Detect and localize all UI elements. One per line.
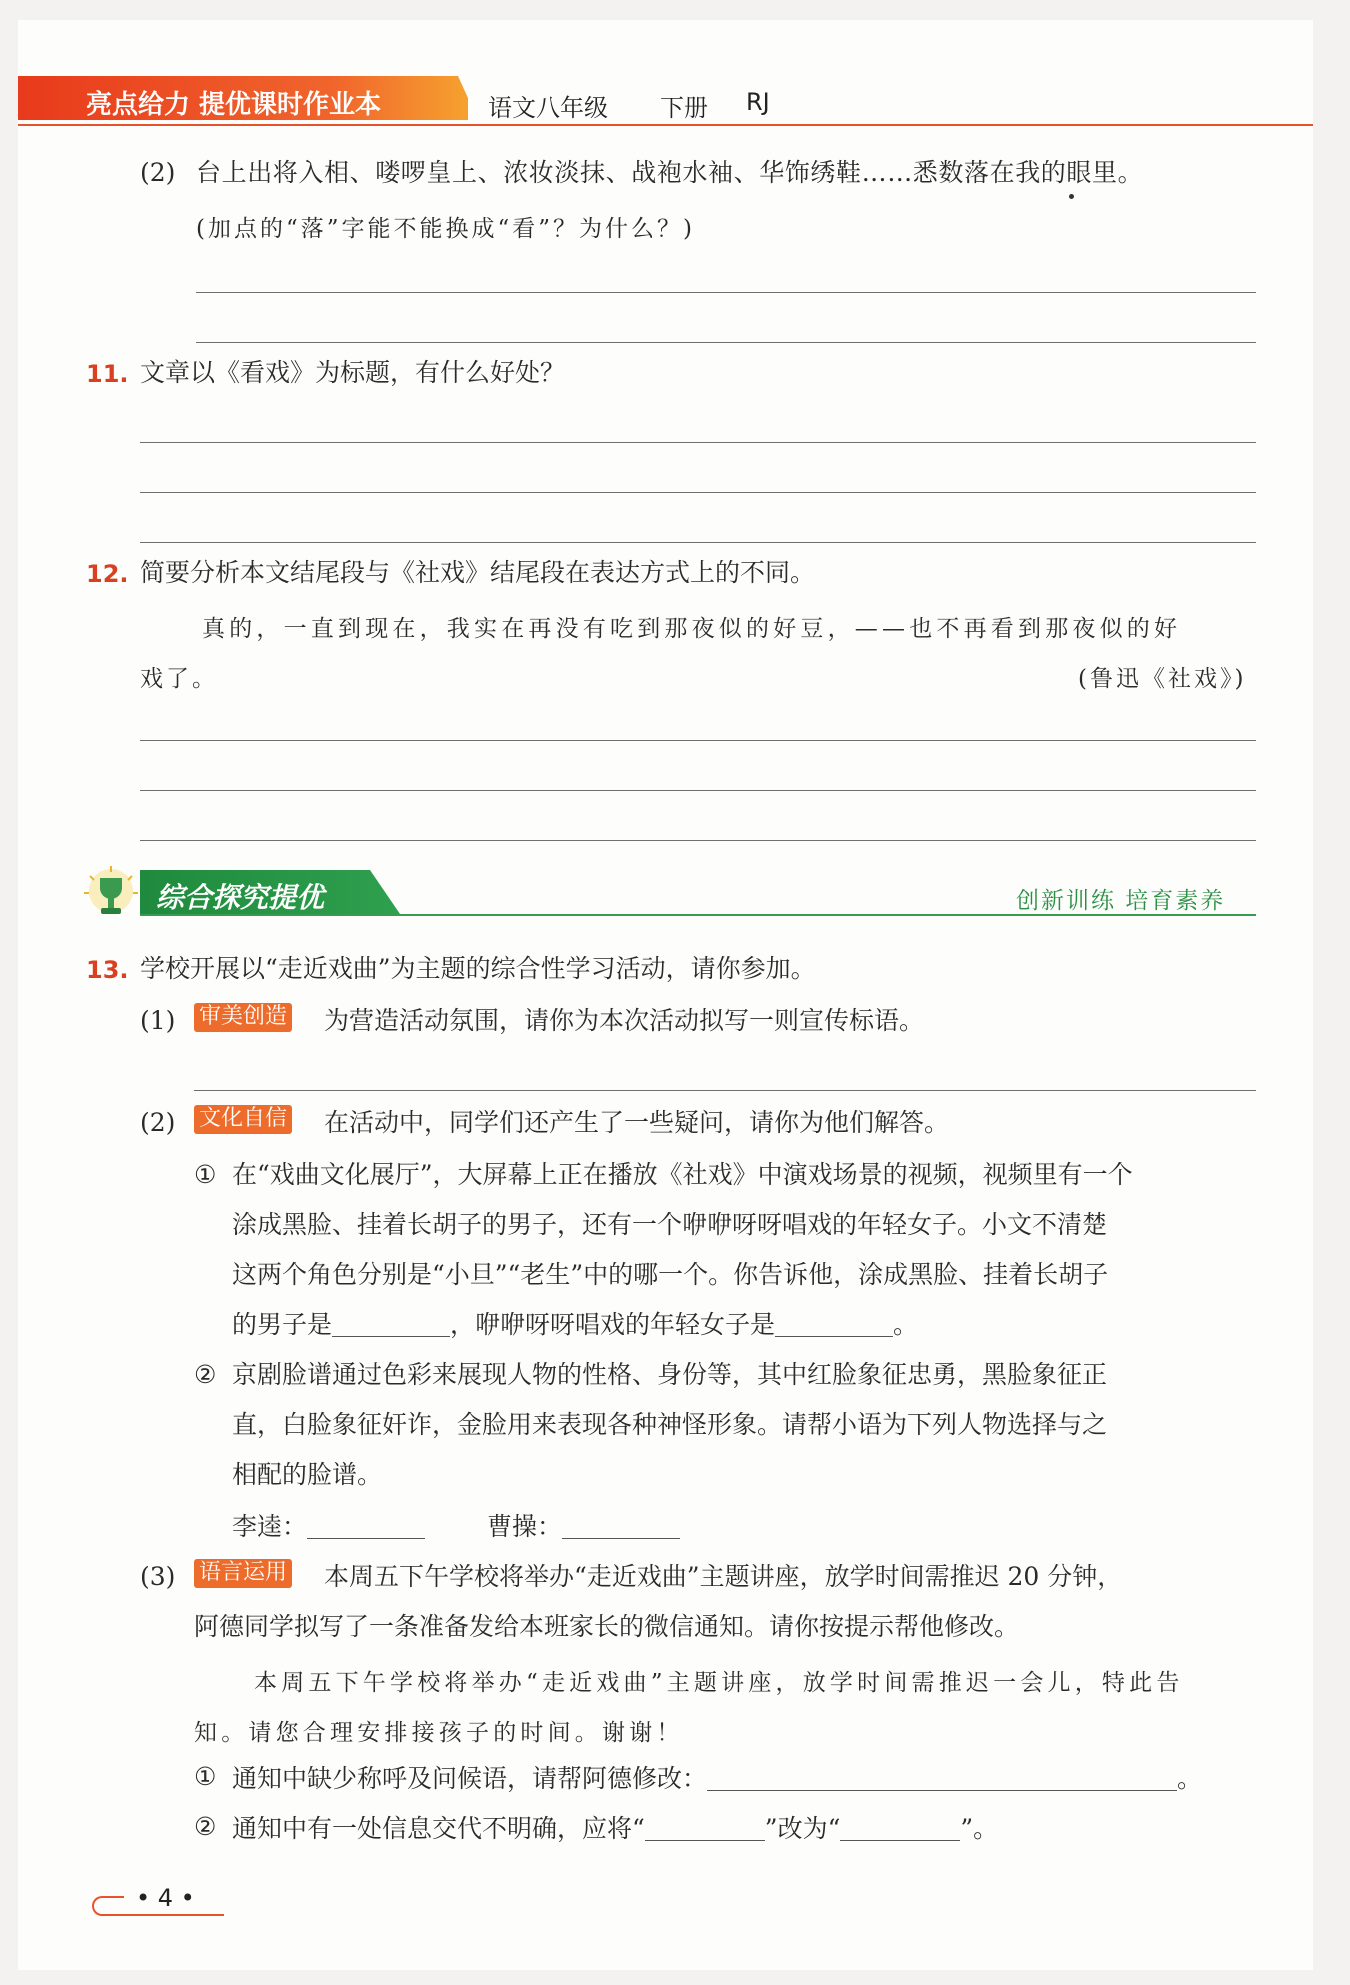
answer-line: [194, 1090, 1256, 1091]
blank-li-kui[interactable]: [307, 1512, 425, 1539]
page-number-rule: [114, 1914, 224, 1916]
answer-line: [196, 292, 1256, 293]
q13-3-s2-text-b: ”改为“: [764, 1814, 841, 1843]
q13-3-notice-line1: 本周五下午学校将举办“走近戏曲”主题讲座，放学时间需推迟一会儿，特此告: [254, 1670, 1184, 1696]
blank-xiaodan[interactable]: [775, 1310, 893, 1337]
name-li-kui: 李逵：: [232, 1512, 308, 1541]
q13-2-c1-line4a: 的男子是: [232, 1310, 333, 1339]
section-title: 综合探究提优: [156, 881, 325, 914]
q11-number: 11.: [86, 360, 129, 388]
tag-language: 语言运用: [194, 1559, 292, 1588]
answer-line: [140, 840, 1256, 841]
q13-2-label: (2): [140, 1108, 176, 1137]
q13-text: 学校开展以“走近戏曲”为主题的综合性学习活动，请你参加。: [140, 954, 816, 983]
q13-3-line2: 阿德同学拟写了一条准备发给本班家长的微信通知。请你按提示帮他修改。: [194, 1612, 1020, 1641]
tag-aesthetic: 审美创造: [194, 1003, 292, 1032]
q13-2-c1-line4: [232, 1310, 918, 1337]
q13-number: 13.: [86, 956, 129, 984]
q13-3-s1-mark: ①: [194, 1762, 217, 1791]
q13-1-text: 为营造活动氛围，请你为本次活动拟写一则宣传标语。: [324, 1006, 925, 1035]
blank-original-phrase[interactable]: [645, 1814, 765, 1841]
q13-3-s2-text-c: ”。: [960, 1814, 999, 1843]
q12-number: 12.: [86, 560, 129, 588]
q13-2-c1-line2: 涂成黑脸、挂着长胡子的男子，还有一个咿咿呀呀唱戏的年轻女子。小文不清楚: [232, 1210, 1108, 1239]
q13-3-notice-line2: 知。请您合理安排接孩子的时间。谢谢！: [194, 1720, 684, 1746]
answer-line: [140, 790, 1256, 791]
answer-line: [140, 492, 1256, 493]
blank-laosheng[interactable]: [332, 1310, 450, 1337]
blank-revised-phrase[interactable]: [840, 1814, 960, 1841]
blank-cao-cao[interactable]: [562, 1512, 680, 1539]
answer-line: [140, 740, 1256, 741]
q13-2-c2-mark: ②: [194, 1360, 217, 1389]
q12-quote-line1: 真的，一直到现在，我实在再没有吃到那夜似的好豆，——也不再看到那夜似的好: [202, 616, 1182, 642]
q13-2-c1-line1: 在“戏曲文化展厅”，大屏幕上正在播放《社戏》中演戏场景的视频，视频里有一个: [232, 1160, 1133, 1189]
q13-3-s1-text: 通知中缺少称呼及问候语，请帮阿德修改：: [232, 1764, 708, 1793]
header-brand: 亮点给力 提优课时作业本: [86, 90, 382, 120]
q10-2-prompt: (加点的“落”字能不能换成“看”？为什么？): [196, 216, 695, 242]
q13-2-tag: [194, 1105, 292, 1134]
q13-3-line1: 本周五下午学校将举办“走近戏曲”主题讲座，放学时间需推迟 20 分钟，: [324, 1562, 1123, 1591]
q13-1-label: (1): [140, 1006, 176, 1035]
q13-3-s2-mark: ②: [194, 1812, 217, 1841]
q13-3-s2-text-a: 通知中有一处信息交代不明确，应将“: [232, 1814, 645, 1843]
answer-line: [140, 442, 1256, 443]
q10-2-label: (2): [140, 158, 176, 187]
header-volume: 下册: [660, 94, 708, 122]
header-edition: RJ: [746, 88, 770, 116]
q13-3-s1: [232, 1764, 1202, 1791]
q13-2-c1-line4b: ，咿咿呀呀唱戏的年轻女子是: [450, 1310, 776, 1339]
q13-2-c1-mark: ①: [194, 1160, 217, 1189]
tag-culture: 文化自信: [194, 1105, 292, 1134]
q13-2-c2-line1: 京剧脸谱通过色彩来展现人物的性格、身份等，其中红脸象征忠勇，黑脸象征正: [232, 1360, 1108, 1389]
q13-2-c2-line3: 相配的脸谱。: [232, 1460, 383, 1489]
q13-2-c2-line2: 直，白脸象征奸诈，金脸用来表现各种神怪形象。请帮小语为下列人物选择与之: [232, 1410, 1108, 1439]
header-subject: 语文八年级: [488, 94, 608, 122]
q10-2-text: 台上出将入相、喽啰皇上、浓妆淡抹、战袍水袖、华饰绣鞋……悉数落在我的眼里。: [196, 158, 1144, 187]
q13-2-names: [232, 1512, 680, 1539]
q13-3-tag: [194, 1559, 292, 1588]
emphasis-dot: [1069, 194, 1074, 199]
page-number-ornament: [92, 1896, 124, 1916]
header-rule: [18, 124, 1313, 126]
q12-quote-line2: 戏了。: [140, 666, 218, 692]
q13-3-s2: [232, 1814, 998, 1841]
q12-text: 简要分析本文结尾段与《社戏》结尾段在表达方式上的不同。: [140, 558, 816, 587]
q11-text: 文章以《看戏》为标题，有什么好处？: [140, 358, 566, 387]
page-number: • 4 •: [136, 1884, 195, 1912]
answer-line: [140, 542, 1256, 543]
q13-1-tag: [194, 1003, 292, 1032]
q12-quote-source: (鲁迅《社戏》): [1078, 666, 1247, 692]
q13-2-c1-line3: 这两个角色分别是“小旦”“老生”中的哪一个。你告诉他，涂成黑脸、挂着长胡子: [232, 1260, 1109, 1289]
name-cao-cao: 曹操：: [487, 1512, 563, 1541]
q13-2-c1-line4c: 。: [893, 1310, 919, 1339]
answer-line: [196, 342, 1256, 343]
q13-3-label: (3): [140, 1562, 176, 1591]
q13-2-text: 在活动中，同学们还产生了一些疑问，请你为他们解答。: [324, 1108, 950, 1137]
blank-greeting[interactable]: [707, 1764, 1177, 1791]
section-slogan: 创新训练 培育素养: [1016, 888, 1226, 914]
q13-3-s1-end: 。: [1177, 1764, 1203, 1793]
trophy-icon: [84, 866, 138, 920]
